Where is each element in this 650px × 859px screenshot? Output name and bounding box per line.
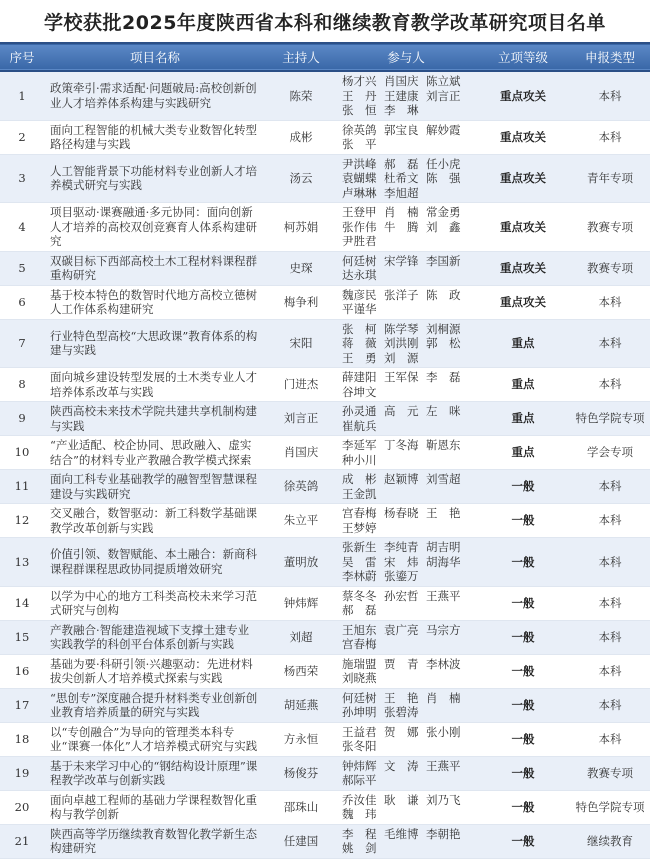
project-host: 董明放 <box>283 554 319 569</box>
project-grade: 一般 <box>511 697 535 712</box>
participants-list <box>336 657 476 686</box>
participant-name: 刘洪刚 <box>384 336 419 350</box>
project-type: 本科 <box>598 479 622 494</box>
project-grade: 一般 <box>511 833 535 848</box>
row-number: 1 <box>18 88 26 103</box>
table-row <box>0 154 650 203</box>
participant-name: 李国新 <box>426 253 461 268</box>
participant-name: 王登甲 <box>342 205 377 219</box>
participant-name: 马宗方 <box>426 622 461 637</box>
participant-name: 郝 磊 <box>384 156 419 171</box>
participant-name: 王 艳 <box>384 690 419 705</box>
participant-name: 陈 政 <box>426 287 461 302</box>
project-name: 面向城乡建设转型发展的土木类专业人才培养体系改革与实践 <box>50 370 257 399</box>
participant-name: 左 咪 <box>426 404 461 418</box>
participant-name: 王金凯 <box>342 486 377 501</box>
project-grade: 重点 <box>511 411 535 426</box>
table-row <box>0 402 650 436</box>
participant-name: 达永琪 <box>342 268 377 282</box>
participant-name: 刘乃飞 <box>426 792 461 807</box>
project-name: 陕西高等学历继续教育数智化教学新生态构建研究 <box>50 826 257 855</box>
participant-name: 孙坤明 <box>342 705 377 719</box>
project-name: 人工智能背景下功能材料专业创新人才培养模式研究与实践 <box>50 163 257 193</box>
participant-name: 胡海华 <box>426 554 461 569</box>
participants-list <box>336 205 476 249</box>
participant-name: 任小虎 <box>426 156 461 171</box>
row-number: 21 <box>14 833 30 848</box>
participants-list <box>336 254 476 283</box>
project-host: 成彬 <box>289 129 313 144</box>
participants-list <box>336 793 476 822</box>
row-number: 16 <box>14 663 30 678</box>
table-row <box>0 654 650 688</box>
project-table <box>0 42 650 859</box>
project-type: 继续教育 <box>587 833 633 848</box>
participant-name: 姚 剑 <box>342 841 377 855</box>
project-grade: 重点攻关 <box>500 260 546 275</box>
table-header <box>0 43 650 71</box>
project-type: 教赛专项 <box>587 219 633 234</box>
participants-list <box>336 370 476 399</box>
participant-name: 张碧涛 <box>384 705 419 719</box>
header-participants: 参与人 <box>387 50 425 65</box>
table-row <box>0 319 650 368</box>
participants-list <box>336 691 476 720</box>
participants-cell <box>336 251 476 285</box>
project-type: 本科 <box>598 629 622 644</box>
participant-name: 种小川 <box>342 452 377 467</box>
participant-name: 魏 玮 <box>342 807 377 821</box>
participant-name: 孙灵通 <box>342 404 377 418</box>
participant-name: 靳恩东 <box>426 438 461 452</box>
project-type: 教赛专项 <box>587 765 633 780</box>
participant-name: 尹胜君 <box>342 234 377 248</box>
table-row <box>0 688 650 722</box>
participant-name: 贾 青 <box>384 656 419 671</box>
project-grade: 重点 <box>511 377 535 392</box>
project-grade: 重点攻关 <box>500 294 546 309</box>
project-host: 史琛 <box>289 260 313 275</box>
project-name: 以“专创融合”为导向的管理类本科专业“课赛一体化”人才培养模式研究与实践 <box>50 724 258 753</box>
participants-cell <box>336 285 476 319</box>
participants-list <box>336 157 476 201</box>
project-name: 面向工程智能的机械大类专业数智化转型路径构建与实践 <box>50 122 257 151</box>
project-grade: 重点攻关 <box>500 171 546 185</box>
participant-name: 郝际平 <box>342 773 377 787</box>
row-number: 6 <box>18 294 26 309</box>
participant-name: 耿 谦 <box>384 792 419 807</box>
participant-name: 杨春晓 <box>384 506 419 520</box>
project-host: 汤云 <box>289 171 313 185</box>
row-number: 5 <box>18 260 26 275</box>
project-type: 本科 <box>598 554 622 569</box>
participants-cell <box>336 436 476 470</box>
project-name: 行业特色型高校“大思政课”教育体系的构建与实践 <box>50 328 258 358</box>
participant-name: 王燕平 <box>426 588 461 603</box>
project-grade: 一般 <box>511 595 535 610</box>
participant-name: 李旭超 <box>384 185 419 200</box>
participant-name: 高 元 <box>384 404 419 418</box>
table-row <box>0 722 650 756</box>
project-host: 朱立平 <box>283 513 319 528</box>
participants-list <box>336 759 476 788</box>
header-type: 申报类型 <box>584 50 635 65</box>
project-grade: 一般 <box>511 765 535 780</box>
participant-name: 陈学琴 <box>384 321 419 336</box>
participant-name: 王 勇 <box>342 350 377 365</box>
table-row <box>0 71 650 120</box>
table-body <box>0 71 650 858</box>
row-number: 18 <box>14 731 30 746</box>
participant-name: 肖国庆 <box>384 74 419 88</box>
participants-list <box>336 288 476 317</box>
row-number: 8 <box>18 377 26 392</box>
project-type: 本科 <box>598 336 622 350</box>
table-row <box>0 203 650 252</box>
row-number: 3 <box>18 171 26 185</box>
participant-name: 张作伟 <box>342 219 377 234</box>
participants-cell <box>336 620 476 654</box>
participants-list <box>336 438 476 467</box>
project-grade: 一般 <box>511 629 535 644</box>
participant-name: 李林蔚 <box>342 569 377 583</box>
participants-cell <box>336 688 476 722</box>
participant-name: 王益君 <box>342 724 377 739</box>
project-host: 肖国庆 <box>283 445 319 460</box>
participant-name: 卢琳琳 <box>342 185 377 200</box>
participant-name: 赵颖博 <box>384 472 419 486</box>
participant-name: 李纯青 <box>384 540 419 554</box>
participant-name: 袁蝴蝶 <box>342 171 377 185</box>
project-host: 柯苏娟 <box>283 219 319 234</box>
participant-name: 乔汝佳 <box>342 792 377 807</box>
participant-name: 刘言正 <box>426 88 461 103</box>
participant-name: 张 柯 <box>342 321 377 336</box>
page-title: 学校获批2025年度陕西省本科和继续教育教学改革研究项目名单 <box>44 12 606 34</box>
table-row <box>0 756 650 790</box>
participant-name: 郝 磊 <box>342 603 377 617</box>
row-number: 13 <box>14 554 30 569</box>
participant-name: 毛维博 <box>384 826 419 841</box>
participant-name: 郭宝良 <box>384 122 419 137</box>
participant-name: 李朝艳 <box>426 826 461 841</box>
participant-name: 蒋 薇 <box>342 336 377 350</box>
participant-name: 何廷树 <box>342 690 377 705</box>
participant-name: 李延军 <box>342 438 377 452</box>
row-number: 9 <box>18 411 26 426</box>
participants-cell <box>336 154 476 203</box>
table-row <box>0 285 650 319</box>
participant-name: 刘 鑫 <box>426 219 461 234</box>
row-number: 14 <box>14 595 30 610</box>
participant-name: 何廷树 <box>342 253 377 268</box>
project-host: 杨西荣 <box>283 663 319 678</box>
participant-name: 王梦婷 <box>342 520 377 535</box>
participant-name: 贺 娜 <box>384 724 419 739</box>
row-number: 17 <box>14 697 30 712</box>
project-type: 特色学院专项 <box>575 411 645 426</box>
participant-name: 王 丹 <box>342 88 377 103</box>
participants-cell <box>336 790 476 824</box>
participant-name: 丁冬海 <box>384 438 419 452</box>
table-row <box>0 436 650 470</box>
participant-name: 刘晓燕 <box>342 671 377 685</box>
participants-cell <box>336 319 476 368</box>
project-name: “思创专”深度融合提升材料类专业创新创业教育培养质量的研究与实践 <box>50 690 258 719</box>
project-grade: 重点 <box>511 336 535 350</box>
project-host: 宋阳 <box>289 336 313 350</box>
row-number: 20 <box>14 799 30 814</box>
participants-list <box>336 322 476 366</box>
project-name: 价值引领、数智赋能、本土融合：新商科课程群课程思政协同提质增效研究 <box>50 547 257 576</box>
project-grade: 重点 <box>511 445 535 460</box>
project-name: 产教融合·智能建造视域下支撑土建专业实践教学的科创平台体系创新与实践 <box>50 622 250 651</box>
participants-cell <box>336 654 476 688</box>
participant-name: 刘雪超 <box>426 472 461 486</box>
participant-name: 蔡冬冬 <box>342 588 377 603</box>
participants-list <box>336 506 476 535</box>
participants-list <box>336 725 476 754</box>
project-host: 方永恒 <box>283 731 319 746</box>
participant-name: 张小刚 <box>426 724 461 739</box>
row-number: 2 <box>18 129 26 144</box>
participants-list <box>336 74 476 118</box>
participant-name: 张 平 <box>342 137 377 151</box>
project-name: 面向工科专业基础教学的融智型智慧课程建设与实践研究 <box>50 472 257 501</box>
participant-name: 王 艳 <box>426 506 461 520</box>
participant-name: 李 磊 <box>426 370 461 384</box>
participant-name: 宋 炜 <box>384 554 419 569</box>
project-host: 徐英鸽 <box>283 479 319 494</box>
project-grade: 一般 <box>511 731 535 746</box>
participant-name: 谷坤文 <box>342 384 377 399</box>
participant-name: 徐英鸽 <box>342 122 377 137</box>
row-number: 10 <box>14 445 30 460</box>
project-type: 教赛专项 <box>587 260 633 275</box>
table-row <box>0 368 650 402</box>
participant-name: 崔航兵 <box>342 418 377 433</box>
participant-name: 杨才兴 <box>342 74 377 88</box>
participant-name: 平谨华 <box>342 302 377 316</box>
participant-name: 李 琳 <box>384 103 419 117</box>
participant-name: 宫春梅 <box>342 506 377 520</box>
project-host: 刘言正 <box>283 411 319 426</box>
participants-list <box>336 404 476 433</box>
table-row <box>0 120 650 154</box>
participant-name: 宫春梅 <box>342 637 377 651</box>
participants-cell <box>336 538 476 587</box>
project-type: 特色学院专项 <box>575 799 645 814</box>
table-row <box>0 790 650 824</box>
participants-list <box>336 472 476 501</box>
participant-name: 张鎏万 <box>384 569 419 583</box>
table-row <box>0 251 650 285</box>
participants-cell <box>336 756 476 790</box>
project-type: 本科 <box>598 731 622 746</box>
header-grade: 立项等级 <box>497 50 548 65</box>
row-number: 4 <box>18 219 26 234</box>
project-type: 本科 <box>598 697 622 712</box>
project-type: 本科 <box>598 513 622 528</box>
table-row <box>0 586 650 620</box>
participant-name: 成 彬 <box>342 472 377 486</box>
project-host: 门进杰 <box>283 377 319 392</box>
participant-name: 胡吉明 <box>426 540 461 554</box>
participant-name: 李 程 <box>342 826 377 841</box>
project-host: 陈荣 <box>289 88 313 103</box>
participant-name: 尹洪峰 <box>342 156 377 171</box>
project-host: 杨俊芬 <box>283 765 319 780</box>
participants-list <box>336 540 476 584</box>
project-type: 本科 <box>598 88 622 103</box>
participant-name: 张 恒 <box>342 103 377 117</box>
header-host: 主持人 <box>282 50 320 65</box>
participants-list <box>336 827 476 856</box>
participant-name: 钟炜辉 <box>342 758 377 773</box>
row-number: 19 <box>14 765 30 780</box>
table-row <box>0 620 650 654</box>
project-host: 邵珠山 <box>283 799 319 814</box>
header-no: 序号 <box>9 50 35 65</box>
participants-cell <box>336 368 476 402</box>
participant-name: 王军保 <box>384 370 419 384</box>
project-name: 交叉融合，数智驱动：新工科数学基础课教学改革创新与实践 <box>50 506 257 535</box>
project-grade: 一般 <box>511 513 535 528</box>
participants-cell <box>336 470 476 504</box>
participant-name: 刘桐源 <box>426 321 461 336</box>
participant-name: 孙宏哲 <box>384 588 419 603</box>
participants-cell <box>336 824 476 858</box>
participants-cell <box>336 120 476 154</box>
participant-name: 牛 腾 <box>384 219 419 234</box>
participant-name: 张新生 <box>342 540 377 554</box>
project-name: “产业适配、校企协同、思政融入、虚实结合”的材料专业产教融合教学模式探索 <box>50 438 252 467</box>
project-name: 双碳目标下西部高校土木工程材料课程群重构研究 <box>50 253 257 282</box>
participant-name: 薛建阳 <box>342 370 377 384</box>
participant-name: 解妙霞 <box>426 122 461 137</box>
project-name: 项目驱动·课赛融通·多元协同：面向创新人才培养的高校双创竞赛育人体系构建研究 <box>50 205 257 248</box>
participants-cell <box>336 402 476 436</box>
participant-name: 王建康 <box>384 88 419 103</box>
project-grade: 重点攻关 <box>500 219 546 234</box>
table-row <box>0 470 650 504</box>
table-row <box>0 504 650 538</box>
participant-name: 张洋子 <box>384 287 419 302</box>
project-type: 本科 <box>598 663 622 678</box>
project-grade: 一般 <box>511 479 535 494</box>
participant-name: 宋学锋 <box>384 253 419 268</box>
participant-name: 陈立斌 <box>426 74 461 88</box>
project-name: 陕西高校未来技术学院共建共享机制构建与实践 <box>50 404 257 433</box>
project-type: 学会专项 <box>587 445 633 460</box>
project-name: 基于校本特色的数智时代地方高校立德树人工作体系构建研究 <box>50 287 257 316</box>
project-grade: 一般 <box>511 554 535 569</box>
participants-cell <box>336 586 476 620</box>
project-grade: 重点攻关 <box>500 129 546 144</box>
project-host: 任建国 <box>283 833 319 848</box>
participants-list <box>336 123 476 152</box>
project-grade: 一般 <box>511 663 535 678</box>
participant-name: 常金勇 <box>426 205 461 219</box>
participant-name: 陈 强 <box>426 171 461 185</box>
participants-cell <box>336 71 476 120</box>
participant-name: 文 涛 <box>384 758 419 773</box>
table-row <box>0 824 650 858</box>
participants-cell <box>336 203 476 252</box>
participants-list <box>336 623 476 652</box>
participant-name: 肖 楠 <box>426 690 461 705</box>
participant-name: 施瑞盟 <box>342 656 377 671</box>
row-number: 15 <box>14 629 30 644</box>
project-name: 基于未来学习中心的“钢结构设计原理”课程教学改革与创新实践 <box>50 758 258 787</box>
table-row <box>0 538 650 587</box>
row-number: 7 <box>18 336 26 350</box>
project-name: 面向卓越工程师的基础力学课程数智化重构与教学创新 <box>50 792 257 821</box>
project-host: 钟炜辉 <box>283 595 319 610</box>
participants-cell <box>336 722 476 756</box>
participant-name: 杜希文 <box>384 171 419 185</box>
participant-name: 刘 源 <box>384 350 419 365</box>
row-number: 12 <box>14 513 30 528</box>
participant-name: 魏彦民 <box>342 287 377 302</box>
participant-name: 王燕平 <box>426 758 461 773</box>
project-grade: 重点攻关 <box>500 88 546 103</box>
participant-name: 郭 松 <box>426 336 461 350</box>
project-host: 梅争利 <box>283 294 319 309</box>
participant-name: 李林波 <box>426 656 461 671</box>
project-type: 青年专项 <box>587 171 633 185</box>
project-type: 本科 <box>598 294 622 309</box>
header-project-name: 项目名称 <box>129 50 180 65</box>
project-type: 本科 <box>598 377 622 392</box>
participants-cell <box>336 504 476 538</box>
project-name: 政策牵引·需求适配·问题破局:高校创新创业人才培养体系构建与实践研究 <box>50 81 257 110</box>
project-host: 刘超 <box>289 629 313 644</box>
participant-name: 王旭东 <box>342 622 377 637</box>
project-type: 本科 <box>598 129 622 144</box>
participant-name: 肖 楠 <box>384 205 419 219</box>
project-grade: 一般 <box>511 799 535 814</box>
project-host: 胡延燕 <box>283 697 319 712</box>
project-type: 本科 <box>598 595 622 610</box>
participant-name: 袁广亮 <box>384 622 419 637</box>
participant-name: 吴 雷 <box>342 554 377 569</box>
participants-list <box>336 589 476 618</box>
project-name: 基础为要·科研引领·兴趣驱动：先进材料拔尖创新人才培养模式探索与实践 <box>50 656 253 685</box>
row-number: 11 <box>14 479 30 494</box>
project-name: 以学为中心的地方工科类高校未来学习范式研究与创构 <box>50 588 257 617</box>
participant-name: 张冬阳 <box>342 739 377 753</box>
